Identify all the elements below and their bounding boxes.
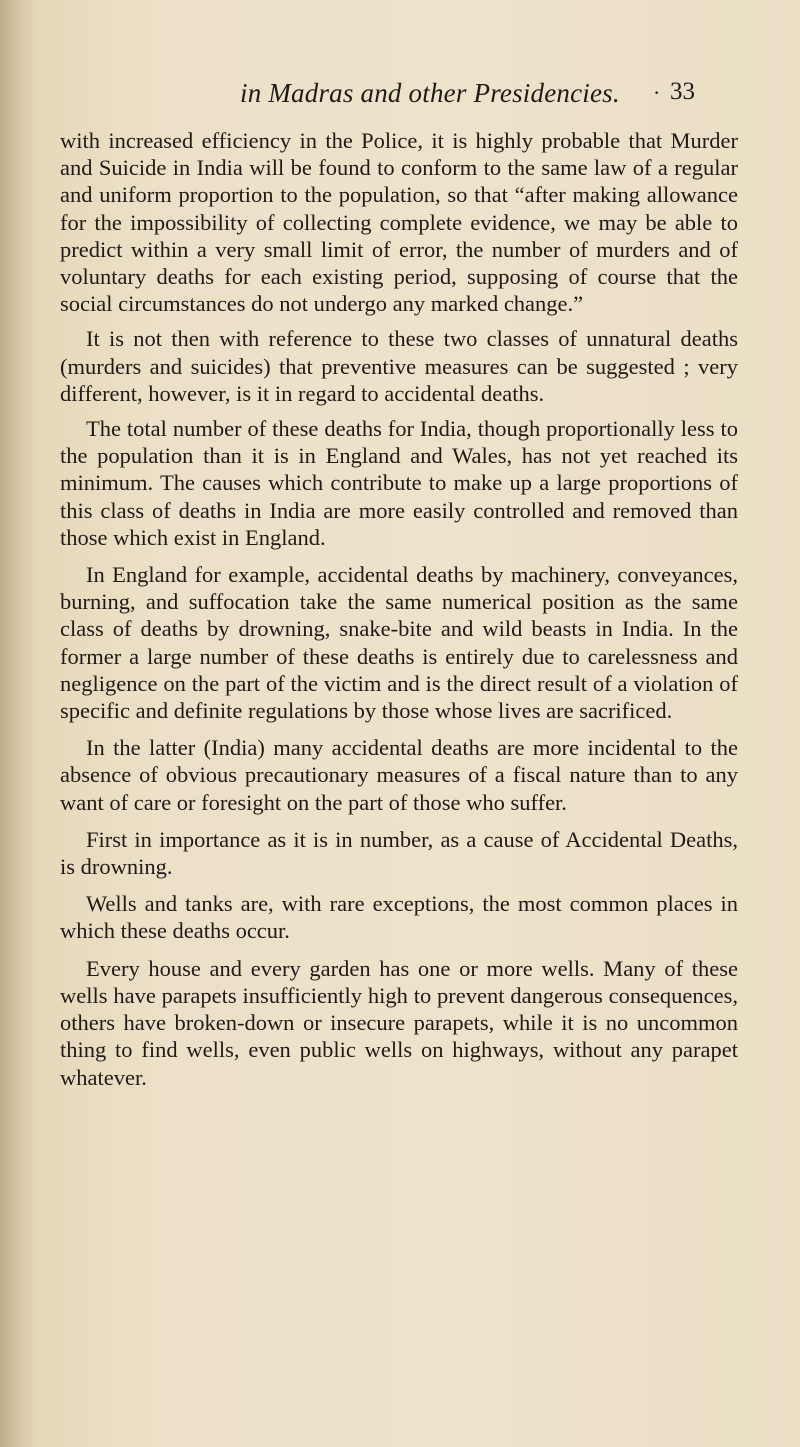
- paragraph-wells-tanks: Wells and tanks are, with rare exceptions, the most common places in which these deaths occur.: [60, 891, 738, 944]
- paragraph-drowning: First in importance as it is in number, as a cause of Accidental Deaths, is drowning.: [60, 826, 738, 880]
- running-title: in Madras and other Presidencies.: [240, 78, 620, 108]
- paragraph-continuation: with increased efficiency in the Police, it is highly probable that Murder and Suicide in India will be found to conform to the same law of a regular and uniform proportion to the population, so that “after making allowance for the impossibility of collecting complete evidence, we may be able to predict within a very small limit of error, the number of murders and of voluntary deaths for each existing period, supposing of course that the social circumstances do not undergo any marked change.”: [60, 128, 738, 317]
- header-separator: ·: [653, 80, 661, 105]
- page-number: 33: [670, 78, 695, 105]
- paragraph-every-house: Every house and every garden has one or more wells. Many of these wells have parapets insufficiently high to prevent dangerous consequences, others have broken-down or insecure parapets, while it is no uncommon thing to find wells, even public wells on highways, without any parapet whatever.: [60, 955, 738, 1090]
- paragraph-india-latter: In the latter (India) many accidental deaths are more incidental to the absence of obvious precautionary measures of a fiscal nature than to any want of care or foresight on the part of those who suffer.: [60, 735, 738, 815]
- page-gutter-shadow: [0, 0, 36, 1447]
- paragraph-unnatural-deaths: It is not then with reference to these two classes of unnatural deaths (murders and suicides) that preventive measures can be suggested ; very different, however, is it in regard to accidental deaths.: [60, 326, 738, 406]
- body-text: [60, 127, 738, 1099]
- paragraph-total-number: The total number of these deaths for India, though proportionally less to the population than it is in England and Wales, has not yet reached its minimum. The causes which contribute to make up a large proportions of this class of deaths in India are more easily controlled and removed than those which exist in England.: [60, 416, 738, 550]
- paragraph-england-example: In England for example, accidental deaths by machinery, conveyances, burning, and suffocation take the same numerical position as the same class of deaths by drowning, snake-bite and wild beasts in India. In the former a large number of these deaths is entirely due to carelessness and negligence on the part of the victim and is the direct result of a violation of specific and definite regulations by those whose lives are sacrificed.: [60, 562, 738, 724]
